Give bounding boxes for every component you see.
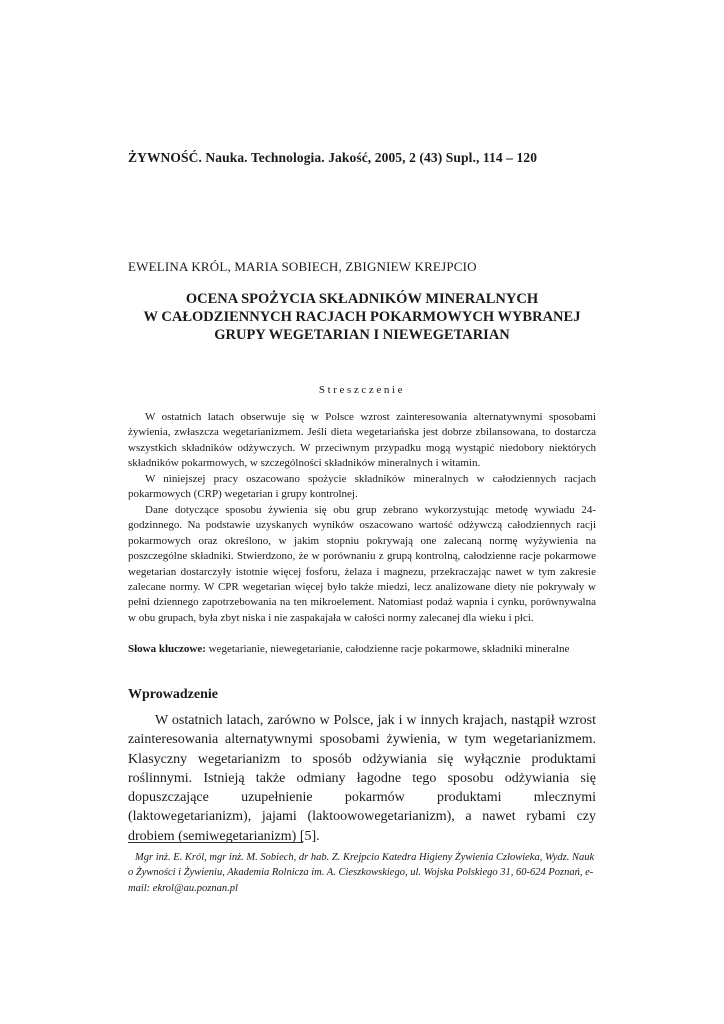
- journal-header: ŻYWNOŚĆ. Nauka. Technologia. Jakość, 2005, 2 (43) Supl., 114 – 120: [128, 150, 538, 165]
- title-line-3: GRUPY WEGETARIAN I NIEWEGETARIAN: [214, 327, 510, 343]
- abstract-paragraph-1: W ostatnich latach obserwuje się w Polsce wzrost zainteresowania alternatywnymi sposobami żywienia, zwłaszcza wegetarianizmem. Jeśli dieta wegetariańska jest dobrze zbilansowana, to dostarcza wszystkich składników odżywczych. W przeciwnym przypadku mogą wystąpić niedobory niektórych składników pokarmowych, w szczególności składników mineralnych i witamin.: [128, 411, 596, 470]
- keywords: [128, 642, 608, 657]
- title-line-1: OCENA SPOŻYCIA SKŁADNIKÓW MINERALNYCH: [185, 291, 539, 307]
- introduction-heading: Wprowadzenie: [128, 687, 218, 702]
- footnote-text: Mgr inż. E. Król, mgr inż. M. Sobiech, dr hab. Z. Krejpcio Katedra Higieny Żywienia Człowieka, Wydz. Nauk o Żywności i Żywieniu, Akademia Rolnicza im. A. Cieszkowskiego, ul. Wojska Polskiego 31, 60-624 Poznań, e-mail: ekrol@au.poznan.pl: [128, 852, 595, 894]
- keywords-text: wegetarianie, niewegetarianie, całodzienne racje pokarmowe, składniki mineralne: [205, 643, 570, 655]
- abstract-paragraph-3: Dane dotyczące sposobu żywienia się obu grup zebrano wykorzystując metodę wywiadu 24-godzinnego. Na podstawie uzyskanych wyników oszacowano wartość odżywczą całodziennych racji pokarmowych oraz określono, w jakim stopniu pokrywają one zalecaną normę wyżywienia na poszczególne składniki. Stwierdzono, że w porównaniu z grupą kontrolną, całodzienne racje pokarmowe wegetarian dostarczyły istotnie więcej fosforu, żelaza i magnezu, przekraczając nawet w tym zakresie zalecane normy. W CPR wegetarian więcej było także miedzi, lecz analizowane diety nie pokrywały w pełni dziennego zapotrzebowania na ten mikroelement. Natomiast podaż wapnia i cynku, porównywalna w obu grupach, była zbyt niska i nie zaspakajała w całości normy zalecanej dla wieku i płci.: [128, 503, 596, 624]
- title-line-2: W CAŁODZIENNYCH RACJACH POKARMOWYCH WYBRANEJ: [143, 309, 581, 325]
- abstract-paragraph-2: W niniejszej pracy oszacowano spożycie składników mineralnych w całodziennych racjach pokarmowych (CRP) wegetarian i grupy kontrolnej.: [128, 472, 596, 501]
- keywords-label: Słowa kluczowe:: [128, 643, 206, 655]
- author-list: EWELINA KRÓL, MARIA SOBIECH, ZBIGNIEW KREJPCIO: [128, 259, 477, 274]
- introduction-body: [128, 711, 596, 846]
- introduction-paragraph: W ostatnich latach, zarówno w Polsce, jak i w innych krajach, nastąpił wzrost zainteresowania alternatywnymi sposobami żywienia, w tym wegetarianizmem. Klasyczny wegetarianizm to sposób odżywiania się wyłącznie produktami roślinnymi. Istnieją także odmiany łagodne tego sposobu odżywiania się dopuszczające uzupełnienie pokarmów produktami mlecznymi (laktowegetarianizm), jajami (laktoowowegetarianizm), a nawet rybami czy drobiem (semiwegetarianizm) [5].: [128, 713, 596, 844]
- footnote-divider: [128, 842, 303, 843]
- abstract-heading: Streszczenie: [318, 384, 406, 396]
- abstract-body: [128, 410, 596, 626]
- author-affiliation-footnote: [128, 850, 602, 896]
- article-title: [110, 290, 614, 344]
